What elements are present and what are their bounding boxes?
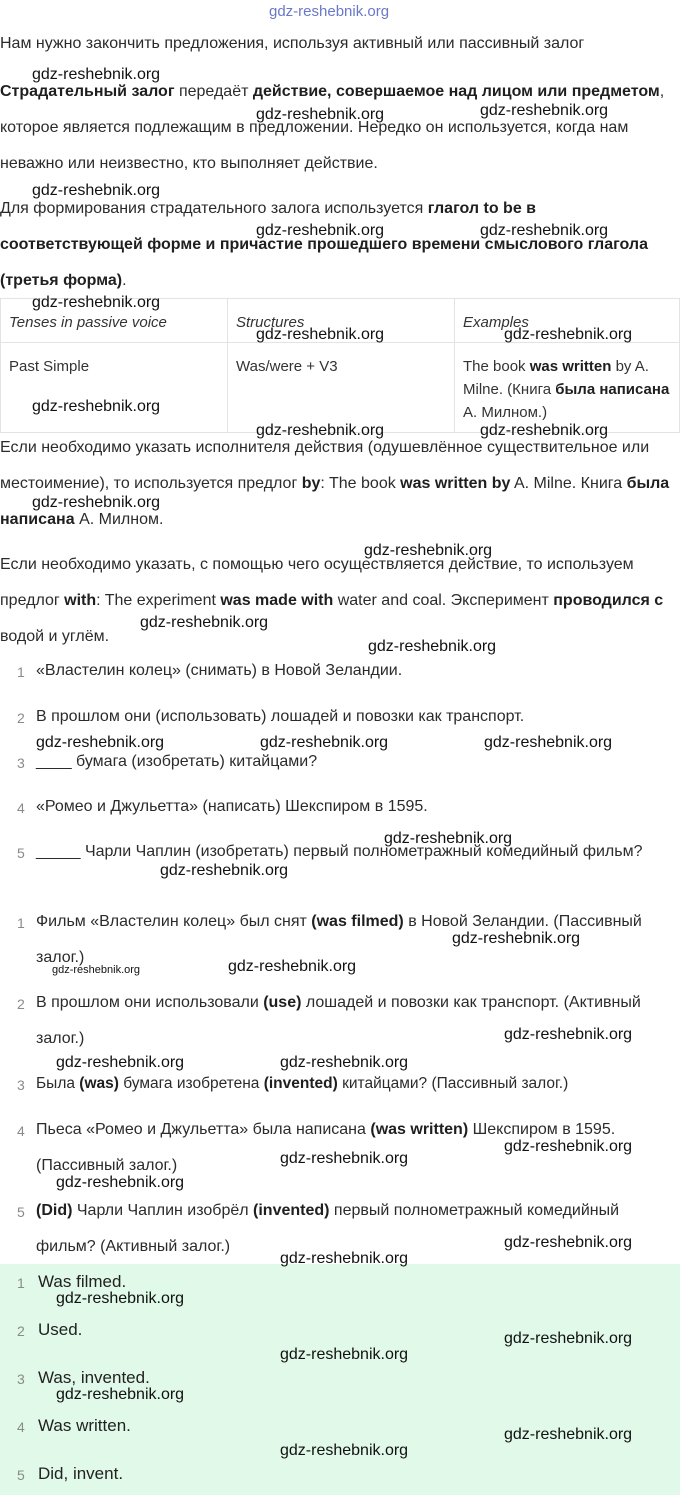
task-text: ____ бумага (изобретать) китайцами? [36,753,318,770]
solution-verb: (was written) [370,1121,469,1138]
solution-part: Была [36,1075,80,1092]
watermark: gdz-reshebnik.org [36,734,165,751]
solution-part: первый полнометражный комедийный фильм? (Активный залог.) [36,1202,620,1255]
watermark: gdz-reshebnik.org [280,1442,409,1459]
table-cell-example [455,343,680,433]
watermark: gdz-reshebnik.org [452,930,581,947]
answer-text: Was filmed. [38,1272,127,1291]
watermark: gdz-reshebnik.org [280,1054,409,1071]
watermark: gdz-reshebnik.org [256,222,385,239]
solution-part: китайцами? (Пассивный залог.) [337,1075,569,1092]
rule-text: : The book [320,475,401,492]
answer-number: 2 [17,1323,25,1339]
watermark: gdz-reshebnik.org [140,614,269,631]
table-header: Structures [228,299,455,343]
example-text: The book [463,358,530,375]
watermark: gdz-reshebnik.org [480,102,609,119]
answer-text: Did, invent. [38,1464,124,1483]
watermark: gdz-reshebnik.org [256,326,385,343]
solution-number: 2 [17,996,25,1012]
solution-part: в Новой Зеландии. (Пассивный залог.) [36,913,642,966]
watermark: gdz-reshebnik.org [504,1138,633,1155]
watermark: gdz-reshebnik.org [504,1026,633,1043]
answer-text: Used. [38,1320,83,1339]
rule-text: . [122,272,127,289]
answer-number: 4 [17,1419,25,1435]
watermark: gdz-reshebnik.org [484,734,613,751]
watermark: gdz-reshebnik.org [384,830,513,847]
watermark: gdz-reshebnik.org [480,222,609,239]
example-emphasis: была написана [555,381,670,398]
watermark: gdz-reshebnik.org [280,1346,409,1363]
rule-text: Если необходимо указать исполнителя действия (одушевлённое существительное или местоимение), то используется предлог [0,439,650,492]
rule-emphasis: was written by [400,475,511,492]
rule-text: Для формирования страдательного залога используется [0,200,428,217]
watermark: gdz-reshebnik.org [504,326,633,343]
answer-number: 3 [17,1371,25,1387]
table-cell-tense: Past Simple [1,343,228,433]
rule-emphasis: действие, совершаемое над лицом или предметом [252,83,660,100]
task-text: В прошлом они (использовать) лошадей и повозки как транспорт. [36,708,525,725]
task-text: «Властелин колец» (снимать) в Новой Зеландии. [36,662,403,679]
rule-text: A. Milne. Книга [510,475,627,492]
table-header: Examples [455,299,680,343]
intro-text: Нам нужно закончить предложения, используя активный или пассивный залог [0,35,585,52]
watermark: gdz-reshebnik.org [228,958,357,975]
solution-number: 3 [17,1077,25,1093]
task-number: 5 [17,845,25,861]
watermark: gdz-reshebnik.org [280,1250,409,1267]
watermark: gdz-reshebnik.org [256,422,385,439]
formation-rule-paragraph [0,191,680,299]
rule-text: water and coal. Эксперимент [333,592,554,609]
watermark: gdz-reshebnik.org [364,542,493,559]
answer-number: 5 [17,1467,25,1483]
watermark: gdz-reshebnik.org [56,1174,185,1191]
passive-rule-paragraph [0,74,680,182]
watermark: gdz-reshebnik.org [368,638,497,655]
solution-number: 5 [17,1204,25,1220]
watermark-top: gdz-reshebnik.org [269,3,390,20]
answer-number: 1 [17,1275,25,1291]
watermark: gdz-reshebnik.org [256,106,385,123]
watermark: gdz-reshebnik.org [504,1234,633,1251]
answer-text: Was written. [38,1416,131,1435]
solution-part: Шекспиром в 1595. (Пассивный залог.) [36,1121,616,1174]
solution-part: Фильм «Властелин колец» был снят [36,913,312,930]
table-cell-structure: Was/were + V3 [228,343,455,433]
watermark: gdz-reshebnik.org [32,294,161,311]
solution-part: Пьеса «Ромео и Джульетта» была написана [36,1121,371,1138]
with-rule-paragraph [0,547,680,655]
watermark: gdz-reshebnik.org [32,494,161,511]
watermark: gdz-reshebnik.org [32,182,161,199]
example-text: А. Милном.) [463,404,548,421]
rule-emphasis: была написана [0,475,670,528]
task-text: «Ромео и Джульетта» (написать) Шекспиром в 1595. [36,798,428,815]
solution-verb: (invented) [253,1202,330,1219]
example-text: by A. Milne. (Книга [463,358,649,398]
solution-verb: (was) [79,1075,119,1092]
rule-emphasis: was made with [220,592,334,609]
rule-text: водой и углём. [0,628,110,645]
task-number: 2 [17,710,25,726]
solution-part: В прошлом они использовали [36,994,264,1011]
solution-part: бумага изобретена [118,1075,264,1092]
rule-text: А. Милном. [74,511,164,528]
watermark: gdz-reshebnik.org [260,734,389,751]
solution-text [36,985,666,1057]
watermark: gdz-reshebnik.org [504,1426,633,1443]
watermark: gdz-reshebnik.org [504,1330,633,1347]
rule-emphasis: with [64,592,97,609]
rule-text: передаёт [174,83,253,100]
task-text: _____ Чарли Чаплин (изобретать) первый полнометражный комедийный фильм? [36,843,643,860]
solution-part: Чарли Чаплин изобрёл [72,1202,254,1219]
rule-term: Страдательный залог [0,83,175,100]
watermark: gdz-reshebnik.org [480,422,609,439]
example-emphasis: was written [529,358,612,375]
solution-verb: (invented) [263,1075,338,1092]
solution-verb: (was filmed) [311,913,404,930]
solution-part: лошадей и повозки как транспорт. (Активный залог.) [36,994,641,1047]
table-row [1,343,680,433]
rule-emphasis: глагол to be в соответствующей форме и причастие прошедшего времени смыслового глагола (третья форма) [0,200,648,289]
answer-text: Was, invented. [38,1368,150,1387]
watermark: gdz-reshebnik.org [160,862,289,879]
watermark: gdz-reshebnik.org [280,1150,409,1167]
task-number: 4 [17,800,25,816]
rule-text: Если необходимо указать, с помощью чего осуществляется действие, то используем предлог [0,556,634,609]
solution-number: 4 [17,1123,25,1139]
solution-verb: (Did) [36,1202,73,1219]
answer-item [0,1458,680,1498]
watermark: gdz-reshebnik.org [52,964,141,976]
rule-emphasis: by [301,475,321,492]
rule-text: , которое является подлежащим в предложении. Нередко он используется, когда нам неважно или неизвестно, кто выполняет действие. [0,83,665,172]
watermark: gdz-reshebnik.org [56,1054,185,1071]
watermark: gdz-reshebnik.org [56,1290,185,1307]
table-header: Tenses in passive voice [1,299,228,343]
rule-emphasis: проводился с [553,592,664,609]
solution-verb: (use) [263,994,302,1011]
task-number: 1 [17,664,25,680]
task-number: 3 [17,755,25,771]
solution-number: 1 [17,915,25,931]
watermark: gdz-reshebnik.org [32,66,161,83]
watermark: gdz-reshebnik.org [56,1386,185,1403]
rule-text: : The experiment [96,592,221,609]
watermark: gdz-reshebnik.org [32,398,161,415]
by-rule-paragraph [0,430,680,538]
